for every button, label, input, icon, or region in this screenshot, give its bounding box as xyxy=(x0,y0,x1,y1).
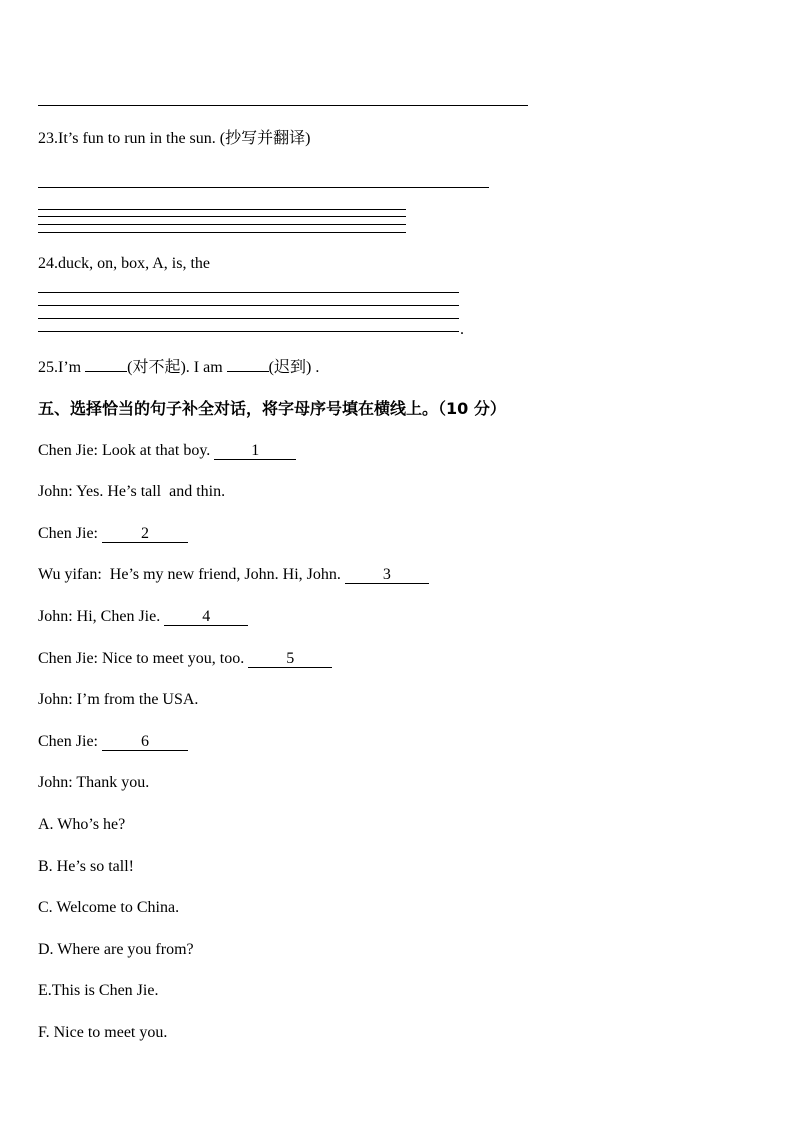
option-e: E.This is Chen Jie. xyxy=(38,982,159,999)
writing-line[interactable] xyxy=(38,331,459,332)
writing-line[interactable] xyxy=(38,232,406,233)
blank-late[interactable] xyxy=(227,371,269,372)
dialogue-line xyxy=(38,690,198,710)
answer-blank-5[interactable]: 5 xyxy=(248,651,332,668)
answer-blank-4[interactable]: 4 xyxy=(164,609,248,626)
q25-hint2: (迟到) xyxy=(268,359,312,376)
sentence-period: . xyxy=(460,321,464,338)
answer-blank-2[interactable]: 2 xyxy=(102,526,188,543)
line-text: Nice to meet you, too. xyxy=(102,650,245,667)
dialogue-line xyxy=(38,565,429,585)
option-f: F. Nice to meet you. xyxy=(38,1024,168,1041)
speaker: John: xyxy=(38,608,73,625)
answer-line[interactable] xyxy=(38,187,489,188)
dialogue-line xyxy=(38,649,332,669)
line-text: I’m from the USA. xyxy=(76,691,199,708)
writing-line[interactable] xyxy=(38,292,459,293)
q25-part2: . I am xyxy=(185,359,227,376)
q25-part1: 25.I’m xyxy=(38,359,86,376)
option-b: B. He’s so tall! xyxy=(38,858,134,875)
writing-line[interactable] xyxy=(38,224,406,225)
line-text: Look at that boy. xyxy=(102,442,211,459)
speaker: Chen Jie: xyxy=(38,525,98,542)
answer-blank-6[interactable]: 6 xyxy=(102,734,188,751)
dialogue-line xyxy=(38,732,188,752)
writing-line[interactable] xyxy=(38,305,459,306)
dialogue-line xyxy=(38,607,248,627)
writing-line[interactable] xyxy=(38,209,406,210)
dialogue-line xyxy=(38,773,149,793)
speaker: Wu yifan: xyxy=(38,566,102,583)
speaker: Chen Jie: xyxy=(38,650,98,667)
dialogue-line xyxy=(38,482,225,502)
question-23: 23.It’s fun to run in the sun. (抄写并翻译) xyxy=(38,130,311,147)
writing-line[interactable] xyxy=(38,318,459,319)
option-a: A. Who’s he? xyxy=(38,816,126,833)
dialogue-line xyxy=(38,524,188,544)
speaker: John: xyxy=(38,483,73,500)
option-d: D. Where are you from? xyxy=(38,941,194,958)
line-text: He’s my new friend, John. Hi, John. xyxy=(105,566,341,583)
line-text: Thank you. xyxy=(76,774,150,791)
question-25 xyxy=(38,358,319,378)
line-text: Hi, Chen Jie. xyxy=(76,608,161,625)
writing-line[interactable] xyxy=(38,216,406,217)
answer-blank-3[interactable]: 3 xyxy=(345,567,429,584)
speaker: Chen Jie: xyxy=(38,733,98,750)
q25-hint1: (对不起) xyxy=(127,359,186,376)
q25-part3: . xyxy=(311,359,320,376)
speaker: John: xyxy=(38,774,73,791)
section-5-title: 五、选择恰当的句子补全对话，将字母序号填在横线上。（10 分） xyxy=(38,399,506,418)
blank-sorry[interactable] xyxy=(85,371,127,372)
speaker: John: xyxy=(38,691,73,708)
question-24: 24.duck, on, box, A, is, the xyxy=(38,255,210,272)
line-text: Yes. He’s tall and thin. xyxy=(76,483,226,500)
option-c: C. Welcome to China. xyxy=(38,899,180,916)
dialogue-line xyxy=(38,441,296,461)
answer-blank-1[interactable]: 1 xyxy=(214,443,296,460)
answer-line[interactable] xyxy=(38,105,528,106)
speaker: Chen Jie: xyxy=(38,442,98,459)
